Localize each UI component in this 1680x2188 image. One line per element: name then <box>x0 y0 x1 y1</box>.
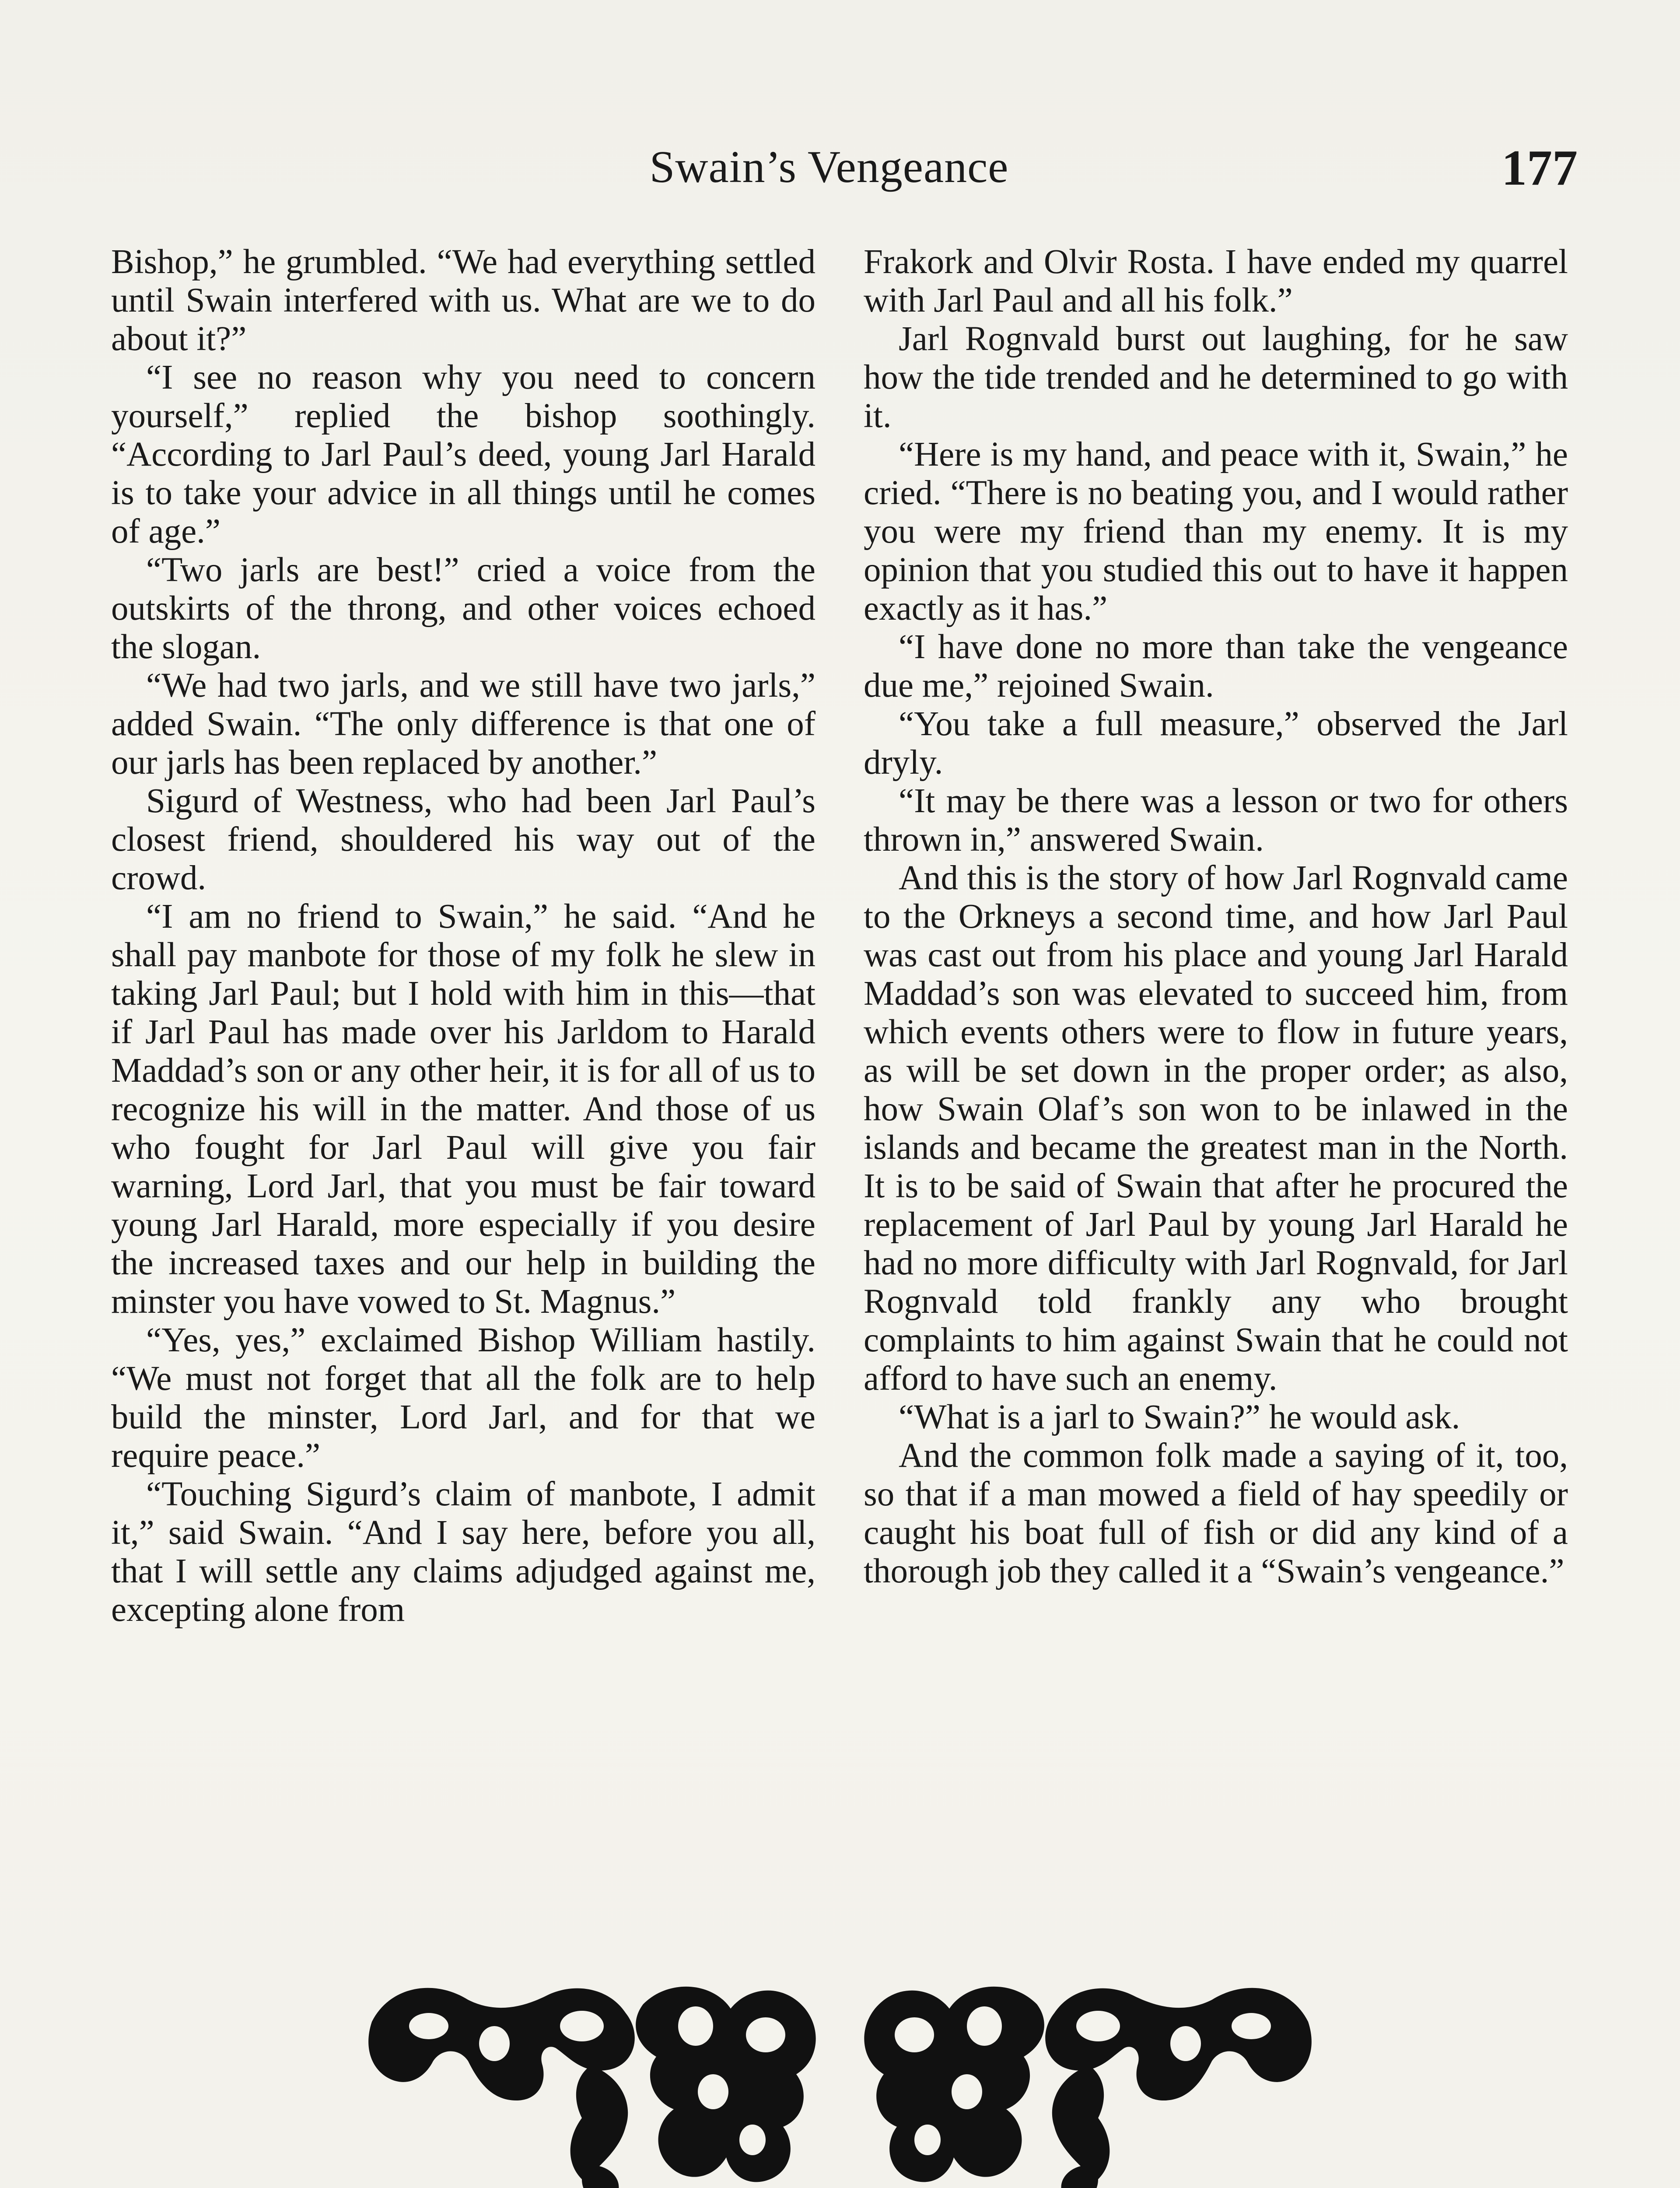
decorative-tailpiece-icon <box>363 1960 1317 2188</box>
paragraph: Sigurd of Westness, who had been Jarl Paul’s closest friend, shouldered his way out of the crowd. <box>111 782 816 897</box>
paragraph: “What is a jarl to Swain?” he would ask. <box>899 1398 1460 1436</box>
paragraph: “I have done no more than take the vengeance due me,” rejoined Swain. <box>864 628 1568 705</box>
running-title: Swain’s Vengeance <box>649 142 1009 192</box>
paragraph: “I am no friend to Swain,” he said. “And he shall pay manbote for those of my folk he slew in taking Jarl Paul; but I hold with him in this—that if Jarl Paul has made over his Jarldom to Harald Maddad’s son or any other heir, it is for all of us to recognize his will in the matter. And those of us who fought for Jarl Paul will give you fair warning, Lord Jarl, that you must be fair toward young Jarl Harald, more especially if you desire the increased taxes and our help in building the minster you have vowed to St. Magnus.” <box>111 898 816 1321</box>
paragraph: Jarl Rognvald burst out laughing, for he saw how the tide trended and he determined to go with it. <box>864 320 1568 435</box>
paragraph: “You take a full measure,” observed the Jarl dryly. <box>864 705 1568 782</box>
paragraph: “We had two jarls, and we still have two jarls,” added Swain. “The only difference is that one of our jarls has been replaced by another.” <box>111 666 816 782</box>
paragraph: And the common folk made a saying of it, too, so that if a man mowed a field of hay speedily or caught his boat full of fish or did any kind of a thorough job they called it a “Swain’s vengeance.” <box>864 1437 1568 1590</box>
paragraph: “Yes, yes,” exclaimed Bishop William hastily. “We must not forget that all the folk are to help build the minster, Lord Jarl, and for that we require peace.” <box>111 1321 816 1475</box>
paragraph: “I see no reason why you need to concern yourself,” replied the bishop soothingly. “According to Jarl Paul’s deed, young Jarl Harald is to take your advice in all things until he comes of age.” <box>111 358 816 551</box>
paragraph: Bishop,” he grumbled. “We had everything settled until Swain interfered with us. What are we to do about it?” <box>111 243 816 358</box>
left-column <box>111 243 816 1629</box>
paragraph: Frakork and Olvir Rosta. I have ended my quarrel with Jarl Paul and all his folk.” <box>864 243 1568 319</box>
paragraph: “It may be there was a lesson or two for others thrown in,” answered Swain. <box>864 782 1568 859</box>
paragraph: “Two jarls are best!” cried a voice from the outskirts of the throng, and other voices echoed the slogan. <box>111 551 816 666</box>
paragraph: And this is the story of how Jarl Rognvald came to the Orkneys a second time, and how Jarl Paul was cast out from his place and young Jarl Harald Maddad’s son was elevated to succeed him, from which events others were to flow in future years, as will be set down in the proper order; as also, how Swain Olaf’s son won to be inlawed in the islands and became the greatest man in the North. It is to be said of Swain that after he procured the replacement of Jarl Paul by young Jarl Harald he had no more difficulty with Jarl Rognvald, for Jarl Rognvald told frankly any who brought complaints to him against Swain that he could not afford to have such an enemy. <box>864 859 1568 1398</box>
paragraph: “Touching Sigurd’s claim of manbote, I admit it,” said Swain. “And I say here, before you all, that I will settle any claims adjudged against me, excepting alone from <box>111 1475 816 1629</box>
page-number: 177 <box>1502 140 1578 196</box>
paragraph: “Here is my hand, and peace with it, Swain,” he cried. “There is no beating you, and I would rather you were my friend than my enemy. It is my opinion that you studied this out to have it happen exactly as it has.” <box>864 435 1568 628</box>
right-column <box>864 243 1568 1591</box>
